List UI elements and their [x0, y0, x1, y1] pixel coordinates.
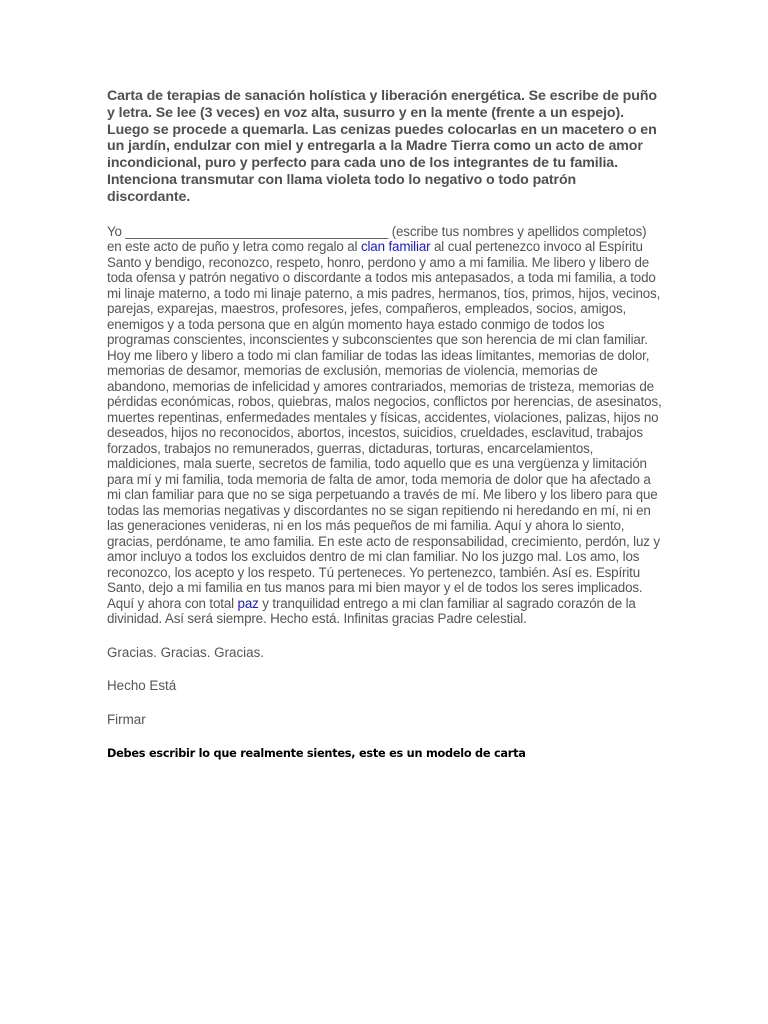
letter-body — [107, 224, 663, 627]
document-page — [107, 88, 663, 761]
letter-body-part-1: Yo ____________________________________ (escribe tus nombres y apellidos completos) en este acto de puño y letra como regalo al — [107, 223, 647, 255]
clan-familiar-link[interactable]: clan familiar — [360, 239, 431, 255]
model-note: Debes escribir lo que realmente sientes, este es un modelo de carta — [107, 747, 526, 761]
letter-body-part-2: al cual pertenezco invoco al Espíritu Santo y bendigo, reconozco, respeto, honro, perdono y amo a mi familia. Me libero y libero de toda ofensa y patrón negativo o discordante a todos mis antepasados, a toda mi familia, a todo mi linaje materno, a todo mi linaje paterno, a mis padres, hermanos, tíos, primos, hijos, vecinos, parejas, exparejas, maestros, profesores, jefes, compañeros, empleados, socios, amigos, enemigos y a toda persona que en algún momento haya estado conmigo de todos los programas conscientes, inconscientes y subconscientes que son herencia de mi clan familiar. Hoy me libero y libero a todo mi clan familiar de todas las ideas limitantes, memorias de dolor, memorias de desamor, memorias de exclusión, memorias de violencia, memorias de abandono, memorias de infelicidad y amores contrariados, memorias de tristeza, memorias de pérdidas económicas, robos, quiebras, malos negocios, conflictos por herencias, de asesinatos, muertes repentinas, enfermedades mentales y físicas, accidentes, violaciones, palizas, hijos no deseados, hijos no reconocidos, abortos, incestos, suicidios, crueldades, esclavitud, trabajos forzados, trabajos no remunerados, guerras, dictaduras, torturas, encarcelamientos, maldiciones, mala suerte, secretos de familia, todo aquello que es una vergüenza y limitación para mí y mi familia, toda memoria de falta de amor, toda memoria de dolor que ha afectado a mi clan familiar para que no se siga perpetuando a través de mí. Me libero y los libero para que todas las memorias negativas y discordantes no se sigan repitiendo ni heredando en mí, ni en las generaciones venideras, ni en los más pequeños de mi familia. Aquí y ahora lo siento, gracias, perdóname, te amo familia. En este acto de responsabilidad, crecimiento, perdón, luz y amor incluyo a todos los excluidos dentro de mi clan familiar. No los juzgo mal. Los amo, los reconozco, los acepto y los respeto. Tú perteneces. Yo pertenezco, también. Así es. Espíritu Santo, dejo a mi familia en tus manos para mi bien mayor y el de todos los seres implicados. Aquí y ahora con total — [107, 239, 662, 611]
hecho-esta-line: Hecho Está — [107, 678, 177, 694]
firmar-line: Firmar — [107, 711, 146, 727]
paz-link[interactable]: paz — [237, 595, 259, 611]
letter-body-part-3: y tranquilidad entrego a mi clan familiar al sagrado corazón de la divinidad. Así será siempre. Hecho está. Infinitas gracias Padre celestial. — [107, 595, 636, 627]
intro-paragraph: Carta de terapias de sanación holística y liberación energética. Se escribe de puño y letra. Se lee (3 veces) en voz alta, susurro y en la mente (frente a un espejo). Luego se procede a quemarla. Las cenizas puedes colocarlas en un macetero o en un jardín, endulzar con miel y entregarla a la Madre Tierra como un acto de amor incondicional, puro y perfecto para cada uno de los integrantes de tu familia. Intenciona transmutar con llama violeta todo lo negativo o todo patrón discordante. — [107, 88, 657, 205]
gracias-line: Gracias. Gracias. Gracias. — [107, 644, 265, 660]
